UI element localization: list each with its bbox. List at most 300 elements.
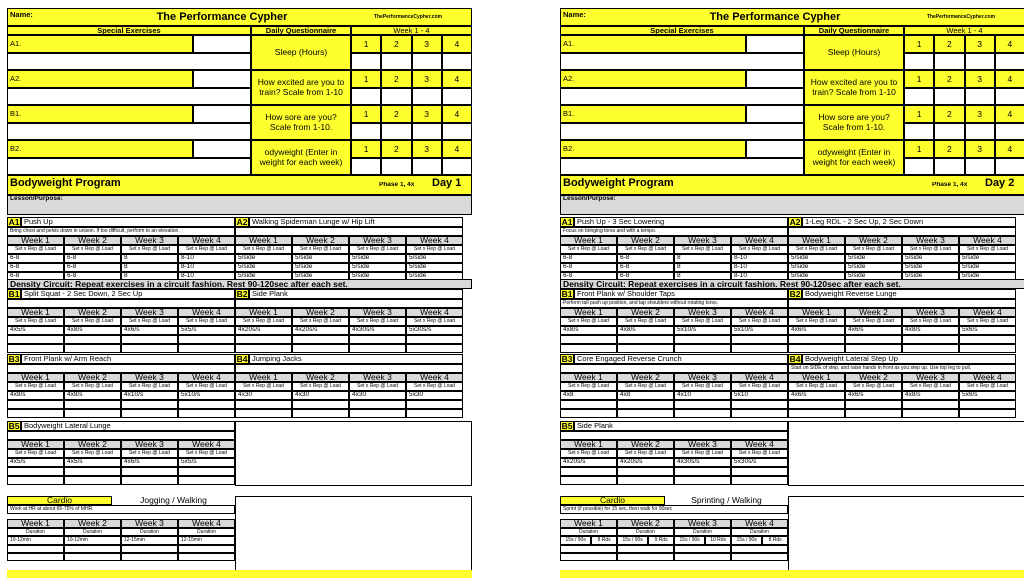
exercise-note[interactable]: Start on SIDE of step, and raise hands in front as you step up. Use top leg to pull. <box>788 364 1016 373</box>
load-entry-cell[interactable]: 5x10 <box>731 391 788 400</box>
load-entry-cell[interactable] <box>406 335 463 344</box>
name-field[interactable]: Name: <box>560 8 1024 26</box>
load-entry-cell[interactable]: 6-8 <box>560 263 617 272</box>
load-entry-cell[interactable]: 4x8/s <box>7 391 64 400</box>
load-entry-cell[interactable]: 5/side <box>406 263 463 272</box>
special-exercise-input[interactable] <box>746 105 804 123</box>
special-exercises-header: Special Exercises <box>7 26 251 35</box>
load-entry-cell[interactable] <box>406 400 463 409</box>
scale-value: 1 <box>904 70 934 88</box>
cardio-empty-cell[interactable] <box>560 545 617 553</box>
load-entry-cell[interactable] <box>617 344 674 353</box>
load-entry-cell[interactable]: 5/side <box>845 263 902 272</box>
load-entry-cell[interactable] <box>788 409 845 418</box>
load-entry-cell[interactable]: 5x5/s <box>178 326 235 335</box>
load-entry-cell[interactable] <box>292 335 349 344</box>
load-entry-cell[interactable]: 5/side <box>235 263 292 272</box>
load-entry-cell[interactable]: 8 <box>121 254 178 263</box>
exercise-code: A1 <box>561 217 573 227</box>
footer-bar <box>7 570 472 578</box>
load-entry-cell[interactable] <box>959 400 1016 409</box>
load-entry-cell[interactable]: 4x8 <box>560 391 617 400</box>
load-entry-cell[interactable]: 4x30 <box>235 391 292 400</box>
load-entry-cell[interactable]: 5x30s/s <box>406 326 463 335</box>
special-exercise-input[interactable] <box>193 105 251 123</box>
load-entry-cell[interactable] <box>902 409 959 418</box>
cardio-rounds-cell[interactable]: 8 Rds <box>591 536 617 545</box>
questionnaire-answer-cell[interactable] <box>412 158 442 175</box>
load-entry-cell[interactable]: 5x10/s <box>178 391 235 400</box>
load-entry-cell[interactable] <box>349 344 406 353</box>
load-entry-cell[interactable] <box>121 467 178 476</box>
load-entry-cell[interactable] <box>731 467 788 476</box>
load-entry-cell[interactable] <box>235 344 292 353</box>
load-entry-cell[interactable] <box>845 409 902 418</box>
load-entry-cell[interactable]: 6-8 <box>64 263 121 272</box>
exercise-note[interactable]: Bring chest and pelvis down in unison. If too difficult, perform to an elevation. <box>7 227 235 236</box>
load-entry-cell[interactable]: 6-8 <box>617 254 674 263</box>
week-label: Week 1 <box>7 308 64 317</box>
load-entry-cell[interactable]: 4x6/s <box>845 326 902 335</box>
special-exercise-label[interactable]: B2. <box>560 140 746 158</box>
questionnaire-answer-cell[interactable] <box>934 53 964 70</box>
cardio-rounds-cell[interactable]: 10 Rds <box>705 536 731 545</box>
exercise-note[interactable] <box>7 299 235 308</box>
scale-value: 2 <box>381 105 411 123</box>
questionnaire-answer-cell[interactable] <box>904 158 934 175</box>
load-entry-cell[interactable]: 5x10/s <box>731 326 788 335</box>
cardio-empty-cell[interactable] <box>731 545 788 553</box>
load-entry-cell[interactable] <box>121 409 178 418</box>
load-entry-cell[interactable] <box>560 476 617 485</box>
load-entry-cell[interactable]: 5/side <box>845 254 902 263</box>
load-entry-cell[interactable] <box>406 344 463 353</box>
load-entry-cell[interactable] <box>178 335 235 344</box>
special-exercise-input[interactable] <box>746 140 804 158</box>
load-entry-cell[interactable]: 5/side <box>235 254 292 263</box>
load-entry-cell[interactable]: 4x6/s <box>788 326 845 335</box>
load-entry-cell[interactable]: 4x8/s <box>560 326 617 335</box>
load-entry-cell[interactable]: 4x5/s <box>7 326 64 335</box>
questionnaire-answer-cell[interactable] <box>904 123 934 140</box>
load-entry-cell[interactable] <box>178 400 235 409</box>
special-exercise-input[interactable] <box>193 35 251 53</box>
load-entry-cell[interactable]: 4x20s/s <box>292 326 349 335</box>
density-note: Density Circuit: Repeat exercises in a circuit fashion. Rest 90-120sec after each set. <box>560 279 1024 289</box>
load-entry-cell[interactable] <box>902 400 959 409</box>
special-exercise-notes[interactable] <box>7 53 251 70</box>
load-entry-cell[interactable]: 6-8 <box>7 272 64 281</box>
load-entry-cell[interactable]: 4x8/s <box>902 391 959 400</box>
load-entry-cell[interactable]: 8-10 <box>731 263 788 272</box>
load-entry-cell[interactable]: 5/side <box>902 254 959 263</box>
load-entry-cell[interactable] <box>902 344 959 353</box>
week-label: Week 4 <box>406 308 463 317</box>
load-entry-cell[interactable]: 5/side <box>235 272 292 281</box>
load-entry-cell[interactable]: 4x6/s <box>121 326 178 335</box>
load-entry-cell[interactable] <box>560 335 617 344</box>
load-entry-cell[interactable]: 8 <box>674 254 731 263</box>
questionnaire-answer-cell[interactable] <box>442 123 472 140</box>
cardio-empty-cell[interactable] <box>674 553 731 561</box>
questionnaire-answer-cell[interactable] <box>965 123 995 140</box>
questionnaire-answer-cell[interactable] <box>995 88 1024 105</box>
load-entry-cell[interactable]: 5/side <box>902 272 959 281</box>
cardio-empty-cell[interactable] <box>121 553 178 561</box>
load-entry-cell[interactable]: 8-10 <box>731 254 788 263</box>
questionnaire-answer-cell[interactable] <box>381 123 411 140</box>
load-entry-cell[interactable] <box>235 335 292 344</box>
exercise-code: B3 <box>8 354 20 364</box>
load-entry-cell[interactable]: 6-8 <box>560 272 617 281</box>
questionnaire-answer-cell[interactable] <box>442 53 472 70</box>
special-exercise-notes[interactable] <box>560 88 804 105</box>
cardio-empty-cell[interactable] <box>7 545 64 553</box>
load-entry-cell[interactable] <box>64 476 121 485</box>
cardio-empty-cell[interactable] <box>7 553 64 561</box>
load-entry-cell[interactable]: 4x8/s <box>64 326 121 335</box>
load-entry-cell[interactable]: 8-10 <box>178 254 235 263</box>
load-entry-cell[interactable]: 6-8 <box>64 254 121 263</box>
cardio-interval-cell[interactable]: 15s / 90s <box>674 536 705 545</box>
questionnaire-answer-cell[interactable] <box>995 53 1024 70</box>
cardio-empty-cell[interactable] <box>674 545 731 553</box>
load-entry-cell[interactable]: 6-8 <box>7 254 64 263</box>
duration-label: Duration <box>560 528 617 536</box>
questionnaire-answer-cell[interactable] <box>995 123 1024 140</box>
questionnaire-answer-cell[interactable] <box>381 88 411 105</box>
load-entry-cell[interactable]: 5/side <box>959 272 1016 281</box>
load-entry-cell[interactable] <box>7 409 64 418</box>
load-entry-cell[interactable]: 5x5/s <box>178 458 235 467</box>
cardio-duration-cell[interactable]: 10-12min <box>64 536 121 545</box>
questionnaire-question: Sleep (Hours) <box>804 35 904 70</box>
load-entry-cell[interactable] <box>7 476 64 485</box>
load-entry-cell[interactable]: 5/side <box>788 263 845 272</box>
load-entry-cell[interactable] <box>845 335 902 344</box>
load-entry-cell[interactable] <box>292 400 349 409</box>
load-entry-cell[interactable]: 4x8 <box>617 391 674 400</box>
exercise-note[interactable] <box>788 227 1016 236</box>
load-entry-cell[interactable] <box>349 400 406 409</box>
load-entry-cell[interactable] <box>731 344 788 353</box>
load-entry-cell[interactable] <box>902 335 959 344</box>
load-entry-cell[interactable]: 4x30 <box>292 391 349 400</box>
questionnaire-answer-cell[interactable] <box>934 158 964 175</box>
load-entry-cell[interactable] <box>788 335 845 344</box>
load-entry-cell[interactable] <box>959 344 1016 353</box>
cardio-rounds-cell[interactable]: 8 Rds <box>762 536 788 545</box>
load-entry-cell[interactable] <box>560 467 617 476</box>
special-exercise-notes[interactable] <box>560 158 804 175</box>
special-exercise-notes[interactable] <box>560 53 804 70</box>
load-entry-cell[interactable]: 6-8 <box>617 263 674 272</box>
questionnaire-answer-cell[interactable] <box>965 53 995 70</box>
special-exercise-input[interactable] <box>193 140 251 158</box>
load-entry-cell[interactable] <box>560 409 617 418</box>
questionnaire-answer-cell[interactable] <box>965 158 995 175</box>
exercise-note[interactable] <box>560 431 788 440</box>
load-entry-cell[interactable] <box>178 467 235 476</box>
load-entry-cell[interactable]: 6-8 <box>617 272 674 281</box>
load-entry-cell[interactable]: 5/side <box>788 254 845 263</box>
questionnaire-answer-cell[interactable] <box>442 88 472 105</box>
cardio-rounds-cell[interactable]: 9 Rds <box>648 536 674 545</box>
questionnaire-answer-cell[interactable] <box>412 88 442 105</box>
load-entry-cell[interactable]: 4x20s/s <box>617 458 674 467</box>
load-entry-cell[interactable]: 5x10/s <box>674 326 731 335</box>
load-entry-cell[interactable] <box>178 344 235 353</box>
cardio-empty-cell[interactable] <box>731 553 788 561</box>
load-entry-cell[interactable] <box>731 476 788 485</box>
cardio-duration-cell[interactable]: 10-12min <box>7 536 64 545</box>
load-entry-cell[interactable] <box>731 409 788 418</box>
load-entry-cell[interactable] <box>178 409 235 418</box>
questionnaire-answer-cell[interactable] <box>934 123 964 140</box>
special-exercise-label[interactable]: A2. <box>7 70 193 88</box>
load-entry-cell[interactable]: 8 <box>121 263 178 272</box>
special-exercise-notes[interactable] <box>7 158 251 175</box>
questionnaire-answer-cell[interactable] <box>442 158 472 175</box>
load-entry-cell[interactable] <box>7 344 64 353</box>
load-entry-cell[interactable]: 4x6/s <box>788 391 845 400</box>
cardio-empty-cell[interactable] <box>64 545 121 553</box>
load-entry-cell[interactable] <box>617 409 674 418</box>
duration-label: Duration <box>178 528 235 536</box>
exercise-code: B4 <box>236 354 248 364</box>
load-entry-cell[interactable] <box>617 335 674 344</box>
load-entry-cell[interactable] <box>560 344 617 353</box>
exercise-note[interactable] <box>7 431 235 440</box>
special-exercise-label[interactable]: B2. <box>7 140 193 158</box>
set-rep-load-label: Set x Rep @ Load <box>178 317 235 326</box>
duration-label: Duration <box>731 528 788 536</box>
load-entry-cell[interactable]: 4x5/s <box>64 458 121 467</box>
exercise-note[interactable] <box>788 299 1016 308</box>
load-entry-cell[interactable] <box>617 400 674 409</box>
load-entry-cell[interactable]: 8 <box>674 263 731 272</box>
load-entry-cell[interactable] <box>64 335 121 344</box>
special-exercise-notes[interactable] <box>7 88 251 105</box>
load-entry-cell[interactable] <box>64 344 121 353</box>
load-entry-cell[interactable]: 4x8/s <box>617 326 674 335</box>
cardio-empty-cell[interactable] <box>121 545 178 553</box>
load-entry-cell[interactable] <box>235 409 292 418</box>
load-entry-cell[interactable] <box>674 467 731 476</box>
load-entry-cell[interactable]: 5x6/s <box>959 326 1016 335</box>
load-entry-cell[interactable] <box>7 400 64 409</box>
scale-value: 1 <box>351 105 381 123</box>
questionnaire-answer-cell[interactable] <box>412 53 442 70</box>
load-entry-cell[interactable]: 8 <box>674 272 731 281</box>
load-entry-cell[interactable] <box>178 476 235 485</box>
load-entry-cell[interactable]: 5/side <box>406 272 463 281</box>
load-entry-cell[interactable] <box>788 344 845 353</box>
set-rep-load-label: Set x Rep @ Load <box>235 317 292 326</box>
load-entry-cell[interactable] <box>121 400 178 409</box>
load-entry-cell[interactable]: 5x30 <box>406 391 463 400</box>
set-rep-load-label: Set x Rep @ Load <box>788 317 845 326</box>
load-entry-cell[interactable] <box>7 467 64 476</box>
load-entry-cell[interactable] <box>788 400 845 409</box>
load-entry-cell[interactable]: 5/side <box>959 263 1016 272</box>
load-entry-cell[interactable] <box>292 344 349 353</box>
load-entry-cell[interactable] <box>349 335 406 344</box>
cardio-note[interactable]: Sprint (if possible) for 15 sec, then walk for 90sec <box>560 505 788 514</box>
load-entry-cell[interactable]: 4x10 <box>674 391 731 400</box>
questionnaire-answer-cell[interactable] <box>904 53 934 70</box>
load-entry-cell[interactable]: 6-8 <box>560 254 617 263</box>
load-entry-cell[interactable]: 6-8 <box>7 263 64 272</box>
load-entry-cell[interactable]: 5x30s/s <box>731 458 788 467</box>
week-label: Week 1 <box>560 440 617 449</box>
load-entry-cell[interactable] <box>959 409 1016 418</box>
cardio-interval-cell[interactable]: 15s / 90s <box>617 536 648 545</box>
scale-value: 3 <box>412 140 442 158</box>
load-entry-cell[interactable] <box>845 344 902 353</box>
questionnaire-answer-cell[interactable] <box>995 158 1024 175</box>
load-entry-cell[interactable]: 8-10 <box>731 272 788 281</box>
load-entry-cell[interactable]: 5/side <box>292 272 349 281</box>
load-entry-cell[interactable]: 5/side <box>292 254 349 263</box>
load-entry-cell[interactable]: 5/side <box>406 254 463 263</box>
questionnaire-answer-cell[interactable] <box>351 53 381 70</box>
questionnaire-answer-cell[interactable] <box>904 88 934 105</box>
questionnaire-answer-cell[interactable] <box>351 123 381 140</box>
load-entry-cell[interactable] <box>64 400 121 409</box>
load-entry-cell[interactable] <box>731 335 788 344</box>
exercise-note[interactable]: Perform tall push up position, and tap shoulders without rotating torso. <box>560 299 788 308</box>
week-label: Week 3 <box>902 373 959 382</box>
load-entry-cell[interactable]: 5x6/s <box>959 391 1016 400</box>
cardio-empty-cell[interactable] <box>617 545 674 553</box>
load-entry-cell[interactable]: 8-10 <box>178 263 235 272</box>
special-exercise-input[interactable] <box>746 35 804 53</box>
load-entry-cell[interactable] <box>64 467 121 476</box>
special-exercise-notes[interactable] <box>560 123 804 140</box>
exercise-note[interactable]: Focus on bringing torso and with a tempo. <box>560 227 788 236</box>
exercise-note[interactable] <box>235 227 463 236</box>
load-entry-cell[interactable]: 8-10 <box>178 272 235 281</box>
load-entry-cell[interactable]: 4x20s/s <box>235 326 292 335</box>
load-entry-cell[interactable] <box>617 467 674 476</box>
lesson-purpose[interactable]: Lesson/Purpose: <box>7 195 472 215</box>
questionnaire-answer-cell[interactable] <box>351 158 381 175</box>
cardio-interval-cell[interactable]: 15s / 90s <box>731 536 762 545</box>
load-entry-cell[interactable] <box>292 409 349 418</box>
questionnaire-answer-cell[interactable] <box>381 53 411 70</box>
cardio-empty-cell[interactable] <box>617 553 674 561</box>
cardio-empty-cell[interactable] <box>178 553 235 561</box>
special-exercise-notes[interactable] <box>7 123 251 140</box>
load-entry-cell[interactable]: 5/side <box>349 263 406 272</box>
load-entry-cell[interactable] <box>121 476 178 485</box>
special-exercise-input[interactable] <box>193 70 251 88</box>
lesson-purpose[interactable]: Lesson/Purpose: <box>560 195 1024 215</box>
exercise-note[interactable] <box>235 299 463 308</box>
load-entry-cell[interactable] <box>560 400 617 409</box>
load-entry-cell[interactable] <box>7 335 64 344</box>
exercise-note[interactable] <box>7 364 235 373</box>
week-label: Week 1 <box>788 236 845 245</box>
cardio-empty-cell[interactable] <box>178 545 235 553</box>
cardio-note[interactable]: Work at HR at about 65-75% of MHR. <box>7 505 235 514</box>
load-entry-cell[interactable]: 4x6/s <box>845 391 902 400</box>
scale-value: 2 <box>934 70 964 88</box>
cardio-interval-cell[interactable]: 15s / 90s <box>560 536 591 545</box>
load-entry-cell[interactable] <box>845 400 902 409</box>
cardio-empty-cell[interactable] <box>64 553 121 561</box>
load-entry-cell[interactable] <box>349 409 406 418</box>
load-entry-cell[interactable]: 5/side <box>902 263 959 272</box>
exercise-note[interactable] <box>235 364 463 373</box>
load-entry-cell[interactable] <box>121 335 178 344</box>
load-entry-cell[interactable] <box>617 476 674 485</box>
load-entry-cell[interactable] <box>674 400 731 409</box>
name-field[interactable]: Name: <box>7 8 472 26</box>
load-entry-cell[interactable]: 5/side <box>845 272 902 281</box>
load-entry-cell[interactable]: 4x30s/s <box>674 458 731 467</box>
load-entry-cell[interactable] <box>64 409 121 418</box>
load-entry-cell[interactable]: 5/side <box>959 254 1016 263</box>
load-entry-cell[interactable]: 6-8 <box>64 272 121 281</box>
scale-value: 2 <box>381 35 411 53</box>
load-entry-cell[interactable]: 5/side <box>292 263 349 272</box>
cardio-duration-cell[interactable]: 12-15min <box>178 536 235 545</box>
load-entry-cell[interactable] <box>959 335 1016 344</box>
load-entry-cell[interactable]: 8 <box>121 272 178 281</box>
load-entry-cell[interactable]: 5/side <box>349 272 406 281</box>
load-entry-cell[interactable]: 4x6/s <box>121 458 178 467</box>
set-rep-load-label: Set x Rep @ Load <box>178 449 235 458</box>
load-entry-cell[interactable]: 4x8/s <box>902 326 959 335</box>
exercise-note[interactable] <box>560 364 788 373</box>
load-entry-cell[interactable] <box>406 409 463 418</box>
cardio-empty-cell[interactable] <box>560 553 617 561</box>
special-exercise-label[interactable]: B1. <box>560 105 746 123</box>
load-entry-cell[interactable] <box>674 409 731 418</box>
load-entry-cell[interactable] <box>674 335 731 344</box>
load-entry-cell[interactable] <box>674 344 731 353</box>
questionnaire-answer-cell[interactable] <box>934 88 964 105</box>
load-entry-cell[interactable]: 5/side <box>349 254 406 263</box>
questionnaire-answer-cell[interactable] <box>412 123 442 140</box>
load-entry-cell[interactable]: 4x8/s <box>64 391 121 400</box>
load-entry-cell[interactable] <box>731 400 788 409</box>
special-exercise-label[interactable]: B1. <box>7 105 193 123</box>
week-label: Week 2 <box>64 308 121 317</box>
load-entry-cell[interactable]: 4x30s/s <box>349 326 406 335</box>
week-label: Week 2 <box>617 519 674 528</box>
load-entry-cell[interactable]: 4x30 <box>349 391 406 400</box>
cardio-duration-cell[interactable]: 12-15min <box>121 536 178 545</box>
load-entry-cell[interactable]: 4x10/s <box>121 391 178 400</box>
special-exercise-input[interactable] <box>746 70 804 88</box>
questionnaire-answer-cell[interactable] <box>965 88 995 105</box>
load-entry-cell[interactable]: 4x20s/s <box>560 458 617 467</box>
load-entry-cell[interactable] <box>121 344 178 353</box>
load-entry-cell[interactable]: 4x5/s <box>7 458 64 467</box>
questionnaire-answer-cell[interactable] <box>381 158 411 175</box>
questionnaire-answer-cell[interactable] <box>351 88 381 105</box>
special-exercise-label[interactable]: A1. <box>7 35 193 53</box>
special-exercise-label[interactable]: A1. <box>560 35 746 53</box>
week-label: Week 4 <box>959 373 1016 382</box>
load-entry-cell[interactable] <box>674 476 731 485</box>
special-exercise-label[interactable]: A2. <box>560 70 746 88</box>
load-entry-cell[interactable] <box>235 400 292 409</box>
load-entry-cell[interactable]: 5/side <box>788 272 845 281</box>
